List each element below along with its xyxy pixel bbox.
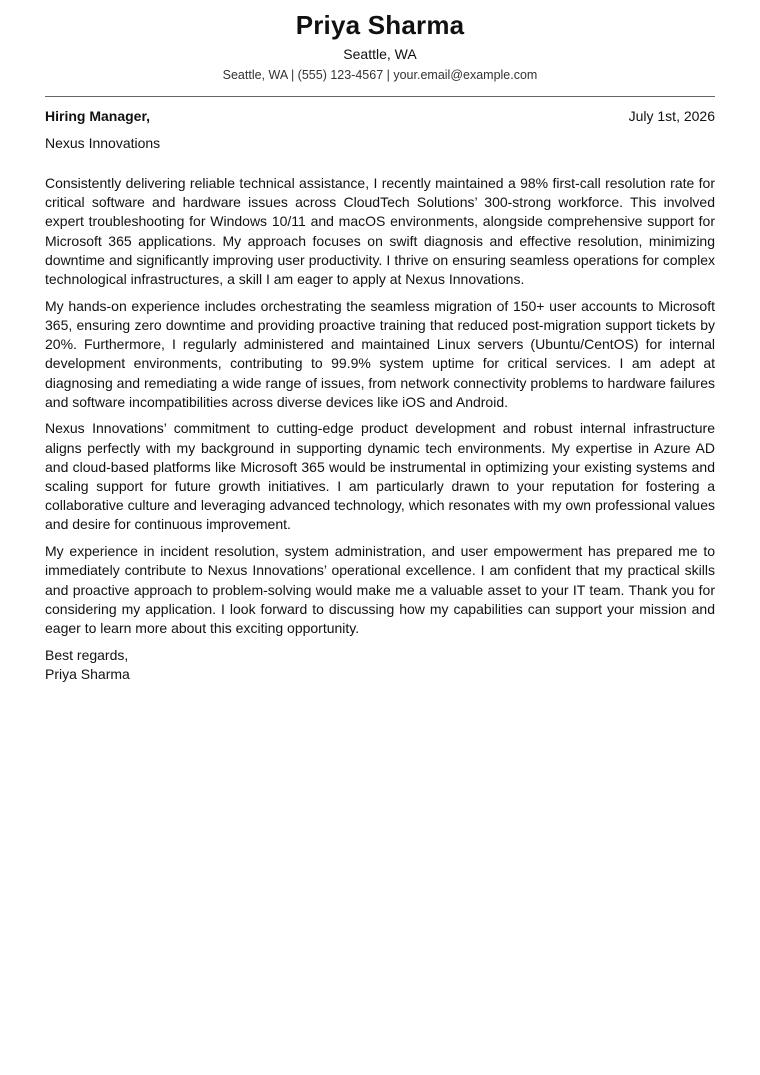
contact-line: Seattle, WA | (555) 123-4567 | your.email@example.com bbox=[222, 68, 538, 82]
letter-date: July 1st, 2026 bbox=[628, 108, 715, 124]
signature-name: Priya Sharma bbox=[45, 666, 130, 683]
header-divider bbox=[45, 96, 715, 97]
body-paragraph-1: Consistently delivering reliable technical assistance, I recently maintained a 98% first-call resolution rate for critical software and hardware issues across CloudTech Solutions’ 300-strong workforce. This involved expert troubleshooting for Windows 10/11 and macOS environments, alongside comprehensive support for Microsoft 365 applications. My approach focuses on swift diagnosis and effective resolution, minimizing downtime and significantly improving user productivity. I thrive on ensuring seamless operations for complex technological infrastructures, a skill I am eager to apply at Nexus Innovations. bbox=[45, 175, 715, 288]
letter-meta-row bbox=[45, 107, 715, 125]
recipient-salutation: Hiring Manager, bbox=[45, 108, 151, 124]
applicant-location: Seattle, WA bbox=[343, 46, 417, 62]
letter-header bbox=[45, 0, 715, 83]
body-paragraph-4: My experience in incident resolution, system administration, and user empowerment has prepared me to immediately contribute to Nexus Innovations’ operational excellence. I am confident that my practical skills and proactive approach to problem-solving would make me a valuable asset to your IT team. Thank you for considering my application. I look forward to discussing how my capabilities can support your mission and eager to learn more about this exciting opportunity. bbox=[45, 543, 715, 636]
closing-phrase: Best regards, bbox=[45, 647, 129, 664]
body-paragraph-3: Nexus Innovations’ commitment to cutting-edge product development and robust internal infrastructure aligns perfectly with my background in supporting dynamic tech environments. My expertise in Azure AD and cloud-based platforms like Microsoft 365 would be instrumental in optimizing your existing systems and scaling support for future growth initiatives. I am particularly drawn to your reputation for fostering a collaborative culture and leveraging advanced technology, which resonates with my own professional values and desire for continuous improvement. bbox=[45, 420, 715, 533]
applicant-name: Priya Sharma bbox=[295, 10, 465, 40]
letter-signoff bbox=[45, 646, 715, 684]
body-paragraph-2: My hands-on experience includes orchestrating the seamless migration of 150+ user accounts to Microsoft 365, ensuring zero downtime and providing proactive training that reduced post-migration support tickets by 20%. Furthermore, I regularly administered and maintained Linux servers (Ubuntu/CentOS) for internal development environments, contributing to 99.9% system uptime for critical services. I am adept at diagnosing and remediating a wide range of issues, from network connectivity problems to hardware failures and software incompatibilities across diverse devices like iOS and Android. bbox=[45, 297, 715, 410]
recipient-company: Nexus Innovations bbox=[45, 135, 161, 151]
letter-body bbox=[45, 174, 715, 638]
